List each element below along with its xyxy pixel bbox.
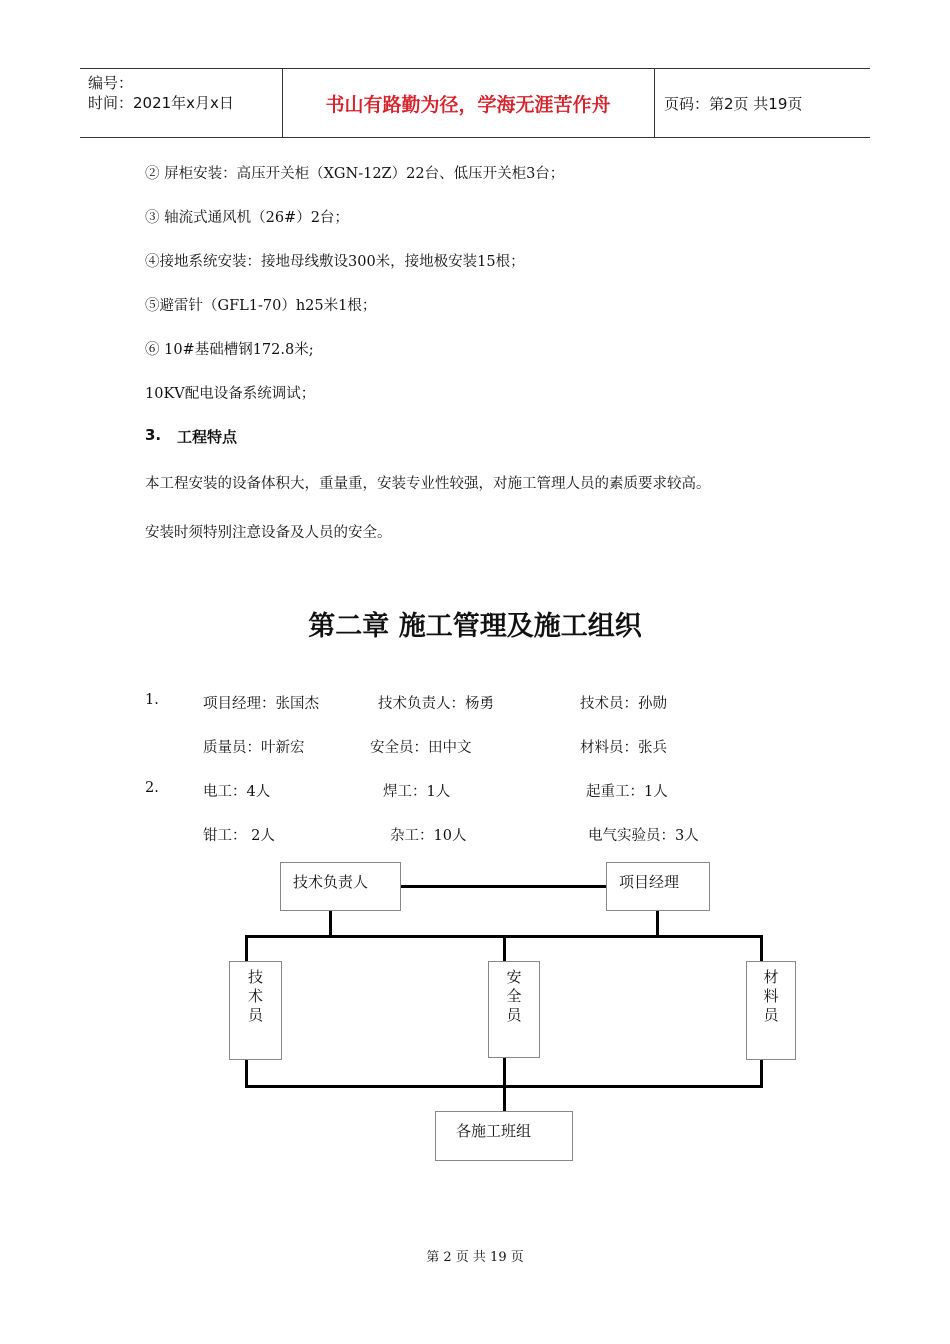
list-item: ⑥ 10#基础槽钢172.8米; [145,342,314,358]
list-item: ③ 轴流式通风机（26#）2台； [145,210,349,226]
staff-electrician: 电工：4人 [203,784,271,800]
header-page-info: 页码：第2页 共19页 [664,94,803,113]
section-number: 3. [145,426,162,444]
org-box-char: 员 [506,1006,522,1024]
staff-safety: 安全员：田中文 [370,740,472,756]
org-box-teams: 各施工班组 [435,1111,573,1161]
org-box-char: 安 [506,968,522,986]
list-item: ④接地系统安装：接地母线敷设300米，接地极安装15根； [145,254,525,270]
org-box-char: 员 [763,1006,779,1024]
staff-tester: 电气实验员：3人 [588,828,699,844]
org-box-tech-lead: 技术负责人 [280,862,401,911]
header-divider [654,69,655,137]
org-box-manager: 项目经理 [606,862,710,911]
org-box-material [746,961,796,1060]
staff-material: 材料员：张兵 [580,740,667,756]
staff-rigger: 起重工：1人 [586,784,668,800]
list-item: ② 屏柜安装：高压开关柜（XGN-12Z）22台、低压开关柜3台； [145,166,565,182]
list-item: ⑤避雷针（GFL1-70）h25米1根； [145,298,377,314]
staff-fitter: 钳工： 2人 [203,828,275,844]
staff-manager: 项目经理：张国杰 [203,696,319,712]
staff-tech-lead: 技术负责人：杨勇 [378,696,494,712]
org-connector [503,1085,506,1112]
staff-laborer: 杂工：10人 [390,828,467,844]
org-box-char: 技 [247,968,263,986]
header-motto: 书山有路勤为径，学海无涯苦作舟 [325,93,611,116]
chapter-title: 第二章 施工管理及施工组织 [308,611,642,642]
header-number: 编号： [88,74,134,92]
paragraph: 安装时须特别注意设备及人员的安全。 [145,525,392,541]
org-connector [656,910,659,936]
staff-welder: 焊工：1人 [383,784,451,800]
header-meta [88,73,234,113]
org-box-safety [488,961,540,1058]
page-footer: 第 2 页 共 19 页 [426,1250,524,1265]
org-box-char: 全 [506,987,522,1005]
org-box-char: 术 [247,987,263,1005]
org-box-char: 员 [247,1006,263,1024]
org-connector [400,885,607,888]
paragraph: 本工程安装的设备体积大，重量重，安装专业性较强，对施工管理人员的素质要求较高。 [145,476,711,492]
list-item: 10KV配电设备系统调试； [145,386,316,402]
section-title: 工程特点 [177,428,238,446]
org-connector [329,910,332,936]
page-header [80,68,870,138]
staff-technician: 技术员：孙勋 [580,696,667,712]
org-box-char: 料 [763,987,779,1005]
list-number: 2. [145,780,159,796]
staff-quality: 质量员：叶新宏 [203,740,305,756]
header-time: 时间：2021年x月x日 [88,94,234,112]
org-box-technician [229,961,282,1060]
list-number: 1. [145,692,159,708]
org-box-char: 材 [763,968,779,986]
